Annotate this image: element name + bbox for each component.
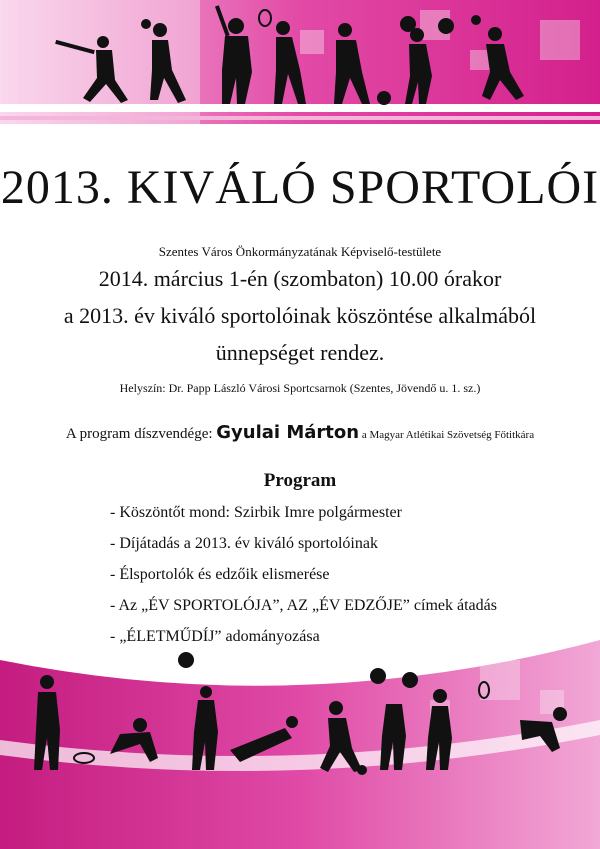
occasion-line: a 2013. év kiváló sportolóinak köszöntése alkalmából — [63, 303, 537, 328]
program-title: Program — [263, 470, 337, 491]
guest-name: Gyulai Márton — [216, 422, 360, 443]
organizer-text: Szentes Város Önkormányzatának Képviselő-testülete — [158, 244, 442, 259]
bottom-banner — [0, 630, 600, 849]
program-item: - Élsportolók és edzőik elismerése — [110, 566, 330, 583]
guest-label: A program díszvendége: — [65, 426, 217, 442]
top-banner — [0, 0, 600, 150]
program-item: - Díjátadás a 2013. év kiváló sportolóinak — [110, 535, 378, 552]
top-sports-silhouettes — [0, 0, 600, 150]
guest-role: a Magyar Atlétikai Szövetség Főtitkára — [359, 429, 535, 441]
program-item: - Az „ÉV SPORTOLÓJA”, AZ „ÉV EDZŐJE” címek átadás — [110, 597, 497, 614]
page-title: 2013. KIVÁLÓ SPORTOLÓI — [0, 161, 600, 214]
event-line: ünnepséget rendez. — [215, 340, 385, 365]
date-line: 2014. március 1-én (szombaton) 10.00 órakor — [98, 266, 502, 291]
program-item: - „ÉLETMŰDÍJ” adományozása — [110, 628, 320, 645]
program-item: - Köszöntőt mond: Szirbik Imre polgármester — [110, 504, 402, 521]
guest-of-honor — [0, 422, 600, 443]
venue-text: Helyszín: Dr. Papp László Városi Sportcsarnok (Szentes, Jövendő u. 1. sz.) — [119, 381, 481, 395]
bottom-sports-silhouettes — [0, 630, 600, 849]
